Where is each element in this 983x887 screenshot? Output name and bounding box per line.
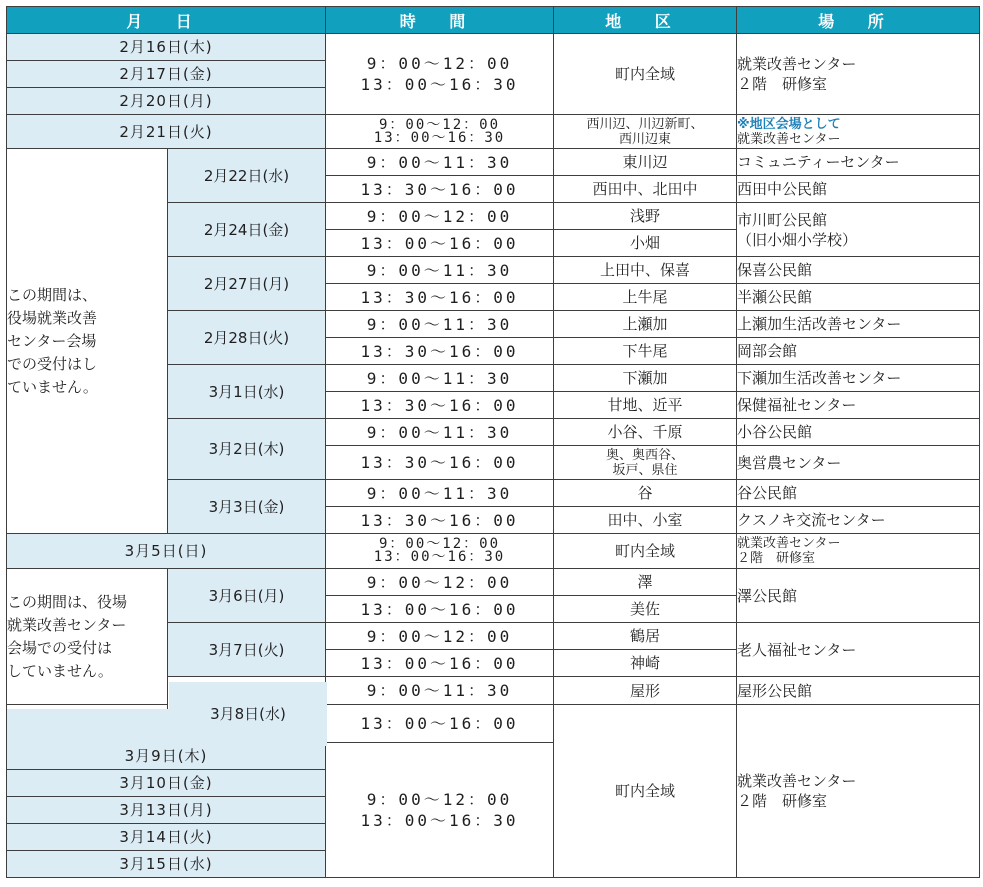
date-cell: 3月15日(水) [7, 851, 326, 878]
place-cell: 上瀬加生活改善センター [737, 311, 980, 338]
area-cell: 町内全域 [554, 705, 737, 878]
date-cell: 3月2日(木) [168, 419, 326, 480]
area-cell: 町内全域 [554, 534, 737, 569]
place-cell: 就業改善センター ２階 研修室 [737, 534, 980, 569]
area-cell: 浅野 [554, 203, 737, 230]
time-cell: 9：00～12：00 13：00～16：30 [326, 115, 554, 149]
time-cell: 13：30～16：00 [326, 284, 554, 311]
area-cell: 上瀬加 [554, 311, 737, 338]
date-cell: 3月10日(金) [7, 770, 326, 797]
place-cell: クスノキ交流センター [737, 507, 980, 534]
area-cell: 下牛尾 [554, 338, 737, 365]
mar8-date-label: 3月8日(水) [210, 705, 286, 723]
schedule-table [6, 6, 980, 878]
time-cell: 9：00～12：00 [326, 203, 554, 230]
date-cell: 2月28日(火) [168, 311, 326, 365]
place-cell: 下瀬加生活改善センター [737, 365, 980, 392]
area-cell: 小谷、千原 [554, 419, 737, 446]
place-note: ※地区会場として [737, 116, 841, 132]
area-cell: 西川辺、川辺新町、 西川辺東 [554, 115, 737, 149]
area-cell: 美佐 [554, 596, 737, 623]
header-place: 場 所 [737, 7, 980, 34]
place-cell: ※地区会場として 就業改善センター [737, 115, 980, 149]
place-cell: 小谷公民館 [737, 419, 980, 446]
time-cell: 13：30～16：00 [326, 176, 554, 203]
place-cell: 老人福祉センター [737, 623, 980, 677]
area-cell: 屋形 [554, 677, 737, 705]
time-cell: 13：00～16：00 [326, 230, 554, 257]
date-cell: 2月16日(木) [7, 34, 326, 61]
area-cell: 奥、奥西谷、 坂戸、県住 [554, 446, 737, 480]
place-cell: 保喜公民館 [737, 257, 980, 284]
time-cell: 9：00～11：30 [326, 677, 554, 705]
area-cell: 澤 [554, 569, 737, 596]
time-cell: 9：00～12：00 13：00～16：30 [326, 534, 554, 569]
place-cell: 半瀬公民館 [737, 284, 980, 311]
date-cell: 3月5日(日) [7, 534, 326, 569]
place-cell: 就業改善センター ２階 研修室 [737, 34, 980, 115]
area-cell: 東川辺 [554, 149, 737, 176]
time-cell: 9：00～12：00 13：00～16：30 [326, 34, 554, 115]
time-cell: 13：30～16：00 [326, 392, 554, 419]
date-cell: 3月3日(金) [168, 480, 326, 534]
area-cell: 上牛尾 [554, 284, 737, 311]
place-cell: 谷公民館 [737, 480, 980, 507]
time-cell: 9：00～11：30 [326, 419, 554, 446]
date-cell: 2月22日(水) [168, 149, 326, 203]
place-cell: 就業改善センター ２階 研修室 [737, 705, 980, 878]
header-date: 月 日 [7, 7, 326, 34]
area-cell: 神崎 [554, 650, 737, 677]
area-cell: 小畑 [554, 230, 737, 257]
place-cell: 屋形公民館 [737, 677, 980, 705]
area-cell: 町内全域 [554, 34, 737, 115]
area-cell: 鶴居 [554, 623, 737, 650]
date-cell: 2月27日(月) [168, 257, 326, 311]
place-cell: 岡部会館 [737, 338, 980, 365]
area-cell: 田中、小室 [554, 507, 737, 534]
time-cell: 9：00～11：30 [326, 480, 554, 507]
date-cell: 2月20日(月) [7, 88, 326, 115]
date-cell: 3月1日(水) [168, 365, 326, 419]
date-cell: 3月13日(月) [7, 797, 326, 824]
place-cell: 市川町公民館 （旧小畑小学校） [737, 203, 980, 257]
place-cell: コミュニティーセンター [737, 149, 980, 176]
area-cell: 上田中、保喜 [554, 257, 737, 284]
place-cell: 西田中公民館 [737, 176, 980, 203]
time-cell: 13：00～16：00 [326, 705, 554, 743]
place-cell: 澤公民館 [737, 569, 980, 623]
area-cell: 甘地、近平 [554, 392, 737, 419]
date-cell: 3月14日(火) [7, 824, 326, 851]
time-cell: 13：30～16：00 [326, 338, 554, 365]
place-cell: 保健福祉センター [737, 392, 980, 419]
time-cell: 9：00～11：30 [326, 365, 554, 392]
time-cell: 13：30～16：00 [326, 507, 554, 534]
date-cell: 3月6日(月) [168, 569, 326, 623]
header-time: 時 間 [326, 7, 554, 34]
place-cell: 奥営農センター [737, 446, 980, 480]
time-cell: 9：00～12：00 [326, 623, 554, 650]
date-cell: 3月9日(木) [7, 743, 326, 770]
time-cell: 9：00～11：30 [326, 311, 554, 338]
area-cell: 下瀬加 [554, 365, 737, 392]
time-cell: 9：00～11：30 [326, 149, 554, 176]
time-cell: 13：30～16：00 [326, 446, 554, 480]
time-cell: 9：00～12：00 13：00～16：30 [326, 743, 554, 878]
area-cell: 谷 [554, 480, 737, 507]
time-cell: 9：00～12：00 [326, 569, 554, 596]
header-area: 地 区 [554, 7, 737, 34]
area-cell: 西田中、北田中 [554, 176, 737, 203]
date-cell: 2月17日(金) [7, 61, 326, 88]
notice-cell: この期間は、役場 就業改善センター 会場での受付は していません。 [7, 569, 168, 705]
notice-cell: この期間は、 役場就業改善 センター会場 での受付はし ていません。 [7, 149, 168, 534]
time-cell: 13：00～16：00 [326, 650, 554, 677]
date-cell: 3月7日(火) [168, 623, 326, 677]
date-cell: 2月21日(火) [7, 115, 326, 149]
time-cell: 13：00～16：00 [326, 596, 554, 623]
time-cell: 9：00～11：30 [326, 257, 554, 284]
date-cell: 2月24日(金) [168, 203, 326, 257]
